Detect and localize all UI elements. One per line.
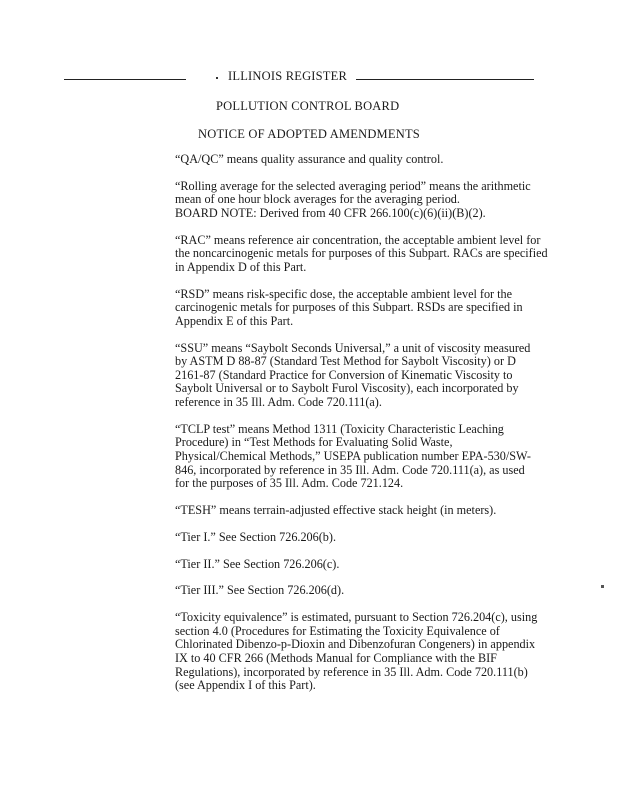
paragraph-rolling	[175, 180, 545, 221]
text-line: Procedure) in “Test Methods for Evaluating Solid Waste,	[175, 435, 453, 450]
text-line: reference in 35 Ill. Adm. Code 720.111(a).	[175, 395, 382, 410]
text-line: 2161-87 (Standard Practice for Conversion of Kinematic Viscosity to	[175, 367, 513, 382]
paragraph-ssu	[175, 342, 545, 410]
header-rule-left	[64, 79, 186, 80]
document-body	[175, 152, 548, 693]
text-line: “QA/QC” means quality assurance and quality control.	[175, 152, 444, 166]
text-line: “SSU” means “Saybolt Seconds Universal,” a unit of viscosity measured	[175, 340, 531, 355]
paragraph-tier3	[175, 584, 545, 598]
text-line: “Tier I.” See Section 726.206(b).	[175, 529, 337, 544]
paragraph-rsd	[175, 288, 545, 329]
text-line: by ASTM D 88-87 (Standard Test Method for Saybolt Viscosity) or D	[175, 354, 516, 369]
text-line: Regulations), incorporated by reference in 35 Ill. Adm. Code 720.111(b)	[175, 664, 528, 679]
text-line: carcinogenic metals for purposes of this Subpart. RSDs are specified in	[175, 300, 523, 315]
margin-mark	[601, 585, 604, 588]
text-line: “Rolling average for the selected averaging period” means the arithmetic	[175, 178, 531, 193]
text-line: Appendix E of this Part.	[175, 313, 294, 328]
text-line: “RAC” means reference air concentration, the acceptable ambient level for	[175, 232, 541, 247]
paragraph-tesh	[175, 504, 545, 518]
register-title: ILLINOIS REGISTER	[228, 69, 348, 83]
notice-title: NOTICE OF ADOPTED AMENDMENTS	[198, 127, 420, 141]
text-line: Physical/Chemical Methods,” USEPA publication number EPA-530/SW-	[175, 449, 531, 464]
text-line: Saybolt Universal or to Saybolt Furol Viscosity), each incorporated by	[175, 381, 519, 396]
text-line: “Toxicity equivalence” is estimated, pursuant to Section 726.204(c), using	[175, 610, 538, 625]
text-line: “TESH” means terrain-adjusted effective stack height (in meters).	[175, 503, 497, 517]
text-line: BOARD NOTE: Derived from 40 CFR 266.100(c)(6)(ii)(B)(2).	[175, 205, 486, 220]
text-line: “TCLP test” means Method 1311 (Toxicity Characteristic Leaching	[175, 421, 504, 436]
text-line: for the purposes of 35 Ill. Adm. Code 721.124.	[175, 476, 404, 491]
paragraph-tier1	[175, 531, 545, 545]
text-line: IX to 40 CFR 266 (Methods Manual for Compliance with the BIF	[175, 650, 497, 665]
header-tick-mark	[216, 77, 218, 79]
board-title: POLLUTION CONTROL BOARD	[216, 99, 400, 113]
text-line: “Tier III.” See Section 726.206(d).	[175, 583, 345, 598]
paragraph-rac	[175, 232, 548, 275]
paragraph-tier2	[175, 558, 545, 572]
paragraph-qaqc	[175, 153, 545, 167]
text-line: the noncarcinogenic metals for purposes of this Subpart. RACs are specified	[175, 246, 548, 261]
text-line: 846, incorporated by reference in 35 Ill. Adm. Code 720.111(a), as used	[175, 462, 525, 477]
text-line: “Tier II.” See Section 726.206(c).	[175, 556, 340, 571]
text-line: (see Appendix I of this Part).	[175, 678, 316, 693]
text-line: mean of one hour block averages for the averaging period.	[175, 192, 460, 207]
text-line: section 4.0 (Procedures for Estimating the Toxicity Equivalence of	[175, 623, 500, 638]
text-line: in Appendix D of this Part.	[175, 259, 307, 274]
text-line: “RSD” means risk-specific dose, the acceptable ambient level for the	[175, 286, 513, 301]
paragraph-toxeq	[175, 611, 545, 693]
text-line: Chlorinated Dibenzo-p-Dioxin and Dibenzofuran Congeners) in appendix	[175, 637, 536, 652]
paragraph-tclp	[175, 423, 545, 491]
